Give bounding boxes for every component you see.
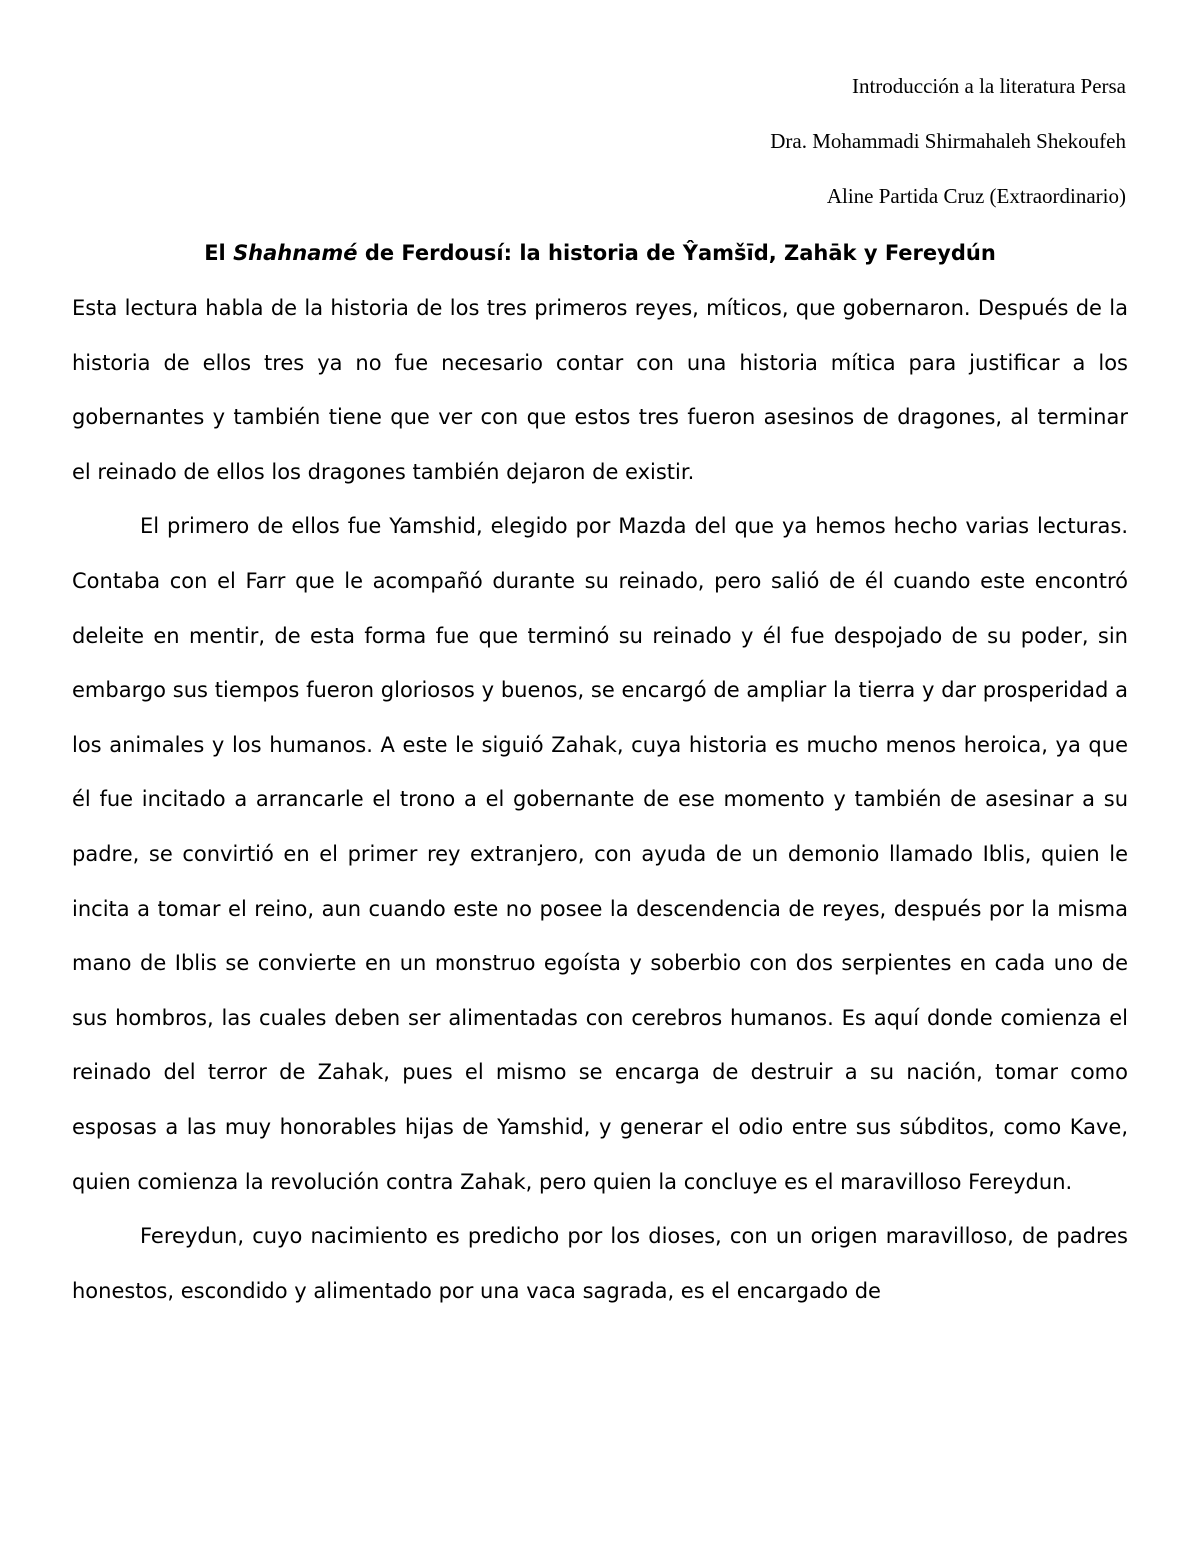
header-course: Introducción a la literatura Persa	[851, 74, 1126, 98]
document-title	[72, 241, 1128, 266]
header-professor: Dra. Mohammadi Shirmahaleh Shekoufeh	[770, 129, 1126, 153]
title-suffix: de Ferdousí: la historia de Ŷamšīd, Zahāk y Fereydún	[357, 241, 996, 265]
paragraph-3: Fereydun, cuyo nacimiento es predicho por los dioses, con un origen maravilloso, de padres honestos, escondido y alimentado por una vaca sagrada, es el encargado de	[72, 1224, 1128, 1303]
title-italic: Shahnamé	[233, 241, 358, 265]
header-student: Aline Partida Cruz (Extraordinario)	[826, 184, 1126, 208]
paragraph-1: Esta lectura habla de la historia de los tres primeros reyes, míticos, que gobernaron. Después de la historia de ellos tres ya no fue necesario contar con una historia mítica para justificar a los gobernantes y también tiene que ver con que estos tres fueron asesinos de dragones, al terminar el reinado de ellos los dragones también dejaron de existir.	[72, 296, 1128, 484]
document-body	[72, 281, 1128, 1318]
title-prefix: El	[204, 241, 234, 265]
paragraph-2: El primero de ellos fue Yamshid, elegido por Mazda del que ya hemos hecho varias lecturas. Contaba con el Farr que le acompañó durante su reinado, pero salió de él cuando este encontró deleite en mentir, de esta forma fue que terminó su reinado y él fue despojado de su poder, sin embargo sus tiempos fueron gloriosos y buenos, se encargó de ampliar la tierra y dar prosperidad a los animales y los humanos. A este le siguió Zahak, cuya historia es mucho menos heroica, ya que él fue incitado a arrancarle el trono a el gobernante de ese momento y también de asesinar a su padre, se convirtió en el primer rey extranjero, con ayuda de un demonio llamado Iblis, quien le incita a tomar el reino, aun cuando este no posee la descendencia de reyes, después por la misma mano de Iblis se convierte en un monstruo egoísta y soberbio con dos serpientes en cada uno de sus hombros, las cuales deben ser alimentadas con cerebros humanos. Es aquí donde comienza el reinado del terror de Zahak, pues el mismo se encarga de destruir a su nación, tomar como esposas a las muy honorables hijas de Yamshid, y generar el odio entre sus súbditos, como Kave, quien comienza la revolución contra Zahak, pero quien la concluye es el maravilloso Fereydun.	[72, 514, 1128, 1194]
